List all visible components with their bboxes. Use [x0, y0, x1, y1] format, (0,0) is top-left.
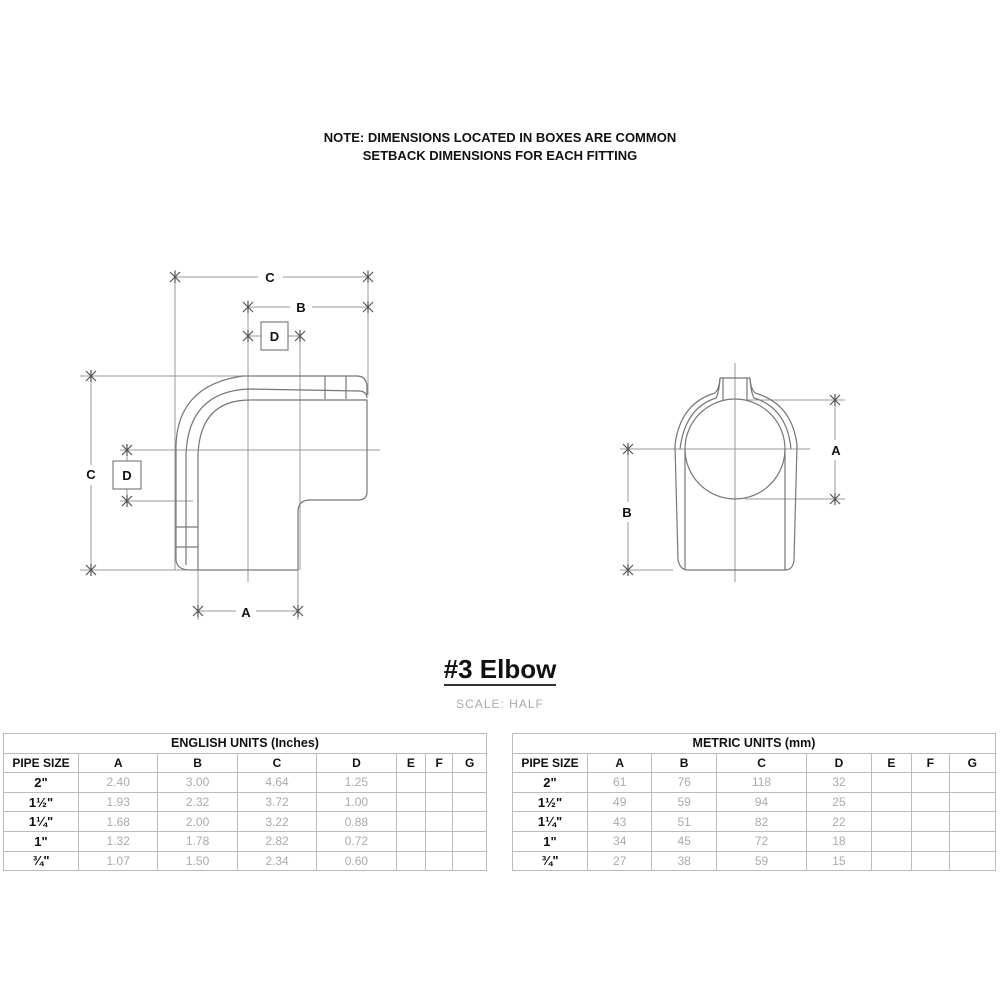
dim-cell-f [426, 792, 453, 812]
dim-cell-b: 38 [652, 851, 716, 871]
dim-cell-a: 43 [588, 812, 652, 832]
dim-label-d-left: D [122, 468, 132, 483]
dim-cell-e [871, 812, 911, 832]
dim-cell-e [871, 773, 911, 793]
dim-cell-a: 1.68 [79, 812, 158, 832]
dim-cell-b: 51 [652, 812, 716, 832]
pipe-size-cell: ¾" [4, 851, 79, 871]
dim-cell-f [912, 773, 949, 793]
dim-cell-a: 2.40 [79, 773, 158, 793]
elbow-side-outline [176, 376, 367, 570]
elbow-end-outline [675, 378, 797, 570]
dim-cell-c: 2.82 [237, 831, 316, 851]
table-row [4, 792, 487, 812]
pipe-size-cell: 1½" [4, 792, 79, 812]
table-row [513, 812, 996, 832]
dim-cell-d: 18 [807, 831, 871, 851]
dim-cell-a: 34 [588, 831, 652, 851]
table-row [513, 851, 996, 871]
dim-cell-c: 59 [716, 851, 806, 871]
dim-cell-f [912, 792, 949, 812]
col-header: PIPE SIZE [513, 753, 588, 773]
dim-label-a: A [241, 605, 251, 620]
col-header: E [396, 753, 425, 773]
table-row [513, 792, 996, 812]
dim-cell-d: 32 [807, 773, 871, 793]
pipe-size-cell: 1¼" [4, 812, 79, 832]
table-row [513, 773, 996, 793]
pipe-size-cell: ¾" [513, 851, 588, 871]
pipe-size-cell: 1½" [513, 792, 588, 812]
dim-cell-b: 1.78 [158, 831, 237, 851]
note-line-2: SETBACK DIMENSIONS FOR EACH FITTING [362, 148, 638, 163]
dim-cell-a: 1.07 [79, 851, 158, 871]
col-header: A [588, 753, 652, 773]
dim-cell-b: 45 [652, 831, 716, 851]
dim-cell-f [912, 851, 949, 871]
dim-cell-b: 3.00 [158, 773, 237, 793]
dim-cell-c: 82 [716, 812, 806, 832]
dim-cell-d: 1.00 [317, 792, 396, 812]
dim-cell-f [426, 831, 453, 851]
dim-cell-d: 25 [807, 792, 871, 812]
side-view [80, 270, 380, 620]
dim-cell-c: 118 [716, 773, 806, 793]
dim-label-a-end: A [831, 443, 841, 458]
dim-cell-d: 15 [807, 851, 871, 871]
dim-cell-g [453, 773, 487, 793]
table-header-row [513, 753, 996, 773]
dim-cell-d: 1.25 [317, 773, 396, 793]
dim-cell-g [949, 792, 995, 812]
dim-cell-e [871, 851, 911, 871]
dim-cell-e [396, 773, 425, 793]
dim-cell-f [912, 831, 949, 851]
dim-cell-e [871, 831, 911, 851]
pipe-size-cell: 1" [4, 831, 79, 851]
table-caption: METRIC UNITS (mm) [513, 734, 996, 754]
col-header: A [79, 753, 158, 773]
dim-label-c: C [265, 270, 275, 285]
dim-cell-f [426, 773, 453, 793]
dim-cell-e [871, 792, 911, 812]
note-line-1: NOTE: DIMENSIONS LOCATED IN BOXES ARE COMMON [323, 130, 677, 145]
col-header: B [652, 753, 716, 773]
dim-cell-g [453, 792, 487, 812]
col-header: D [807, 753, 871, 773]
col-header: E [871, 753, 911, 773]
table-row [4, 851, 487, 871]
dim-a-end [830, 394, 841, 505]
dim-cell-g [949, 773, 995, 793]
dim-cell-d: 22 [807, 812, 871, 832]
dim-cell-g [453, 831, 487, 851]
dim-d-top-box [243, 322, 305, 350]
pipe-size-cell: 1¼" [513, 812, 588, 832]
end-view [620, 363, 845, 582]
col-header: F [912, 753, 949, 773]
col-header: G [949, 753, 995, 773]
table-caption: ENGLISH UNITS (Inches) [4, 734, 487, 754]
dim-cell-a: 61 [588, 773, 652, 793]
dim-cell-c: 2.34 [237, 851, 316, 871]
dim-cell-g [949, 812, 995, 832]
dim-cell-a: 27 [588, 851, 652, 871]
col-header: PIPE SIZE [4, 753, 79, 773]
english-units-table [3, 733, 487, 871]
dim-label-d: D [269, 329, 280, 344]
dim-b-end [622, 443, 633, 576]
dim-cell-b: 2.32 [158, 792, 237, 812]
dim-d-left-box [113, 444, 141, 507]
dim-label-c-left: C [86, 467, 96, 482]
dim-cell-f [426, 812, 453, 832]
dim-cell-g [453, 851, 487, 871]
dim-cell-c: 3.72 [237, 792, 316, 812]
col-header: D [317, 753, 396, 773]
dim-c-top [170, 270, 373, 285]
table-row [4, 831, 487, 851]
dim-cell-d: 0.88 [317, 812, 396, 832]
col-header: F [426, 753, 453, 773]
dim-cell-b: 2.00 [158, 812, 237, 832]
dim-cell-a: 49 [588, 792, 652, 812]
dim-cell-c: 72 [716, 831, 806, 851]
drawing-title [0, 654, 1000, 684]
dim-cell-g [949, 831, 995, 851]
dim-a-bottom [193, 605, 303, 620]
col-header: C [237, 753, 316, 773]
metric-units-table [512, 733, 996, 871]
dim-cell-b: 59 [652, 792, 716, 812]
dim-cell-b: 1.50 [158, 851, 237, 871]
dim-cell-c: 3.22 [237, 812, 316, 832]
pipe-size-cell: 2" [4, 773, 79, 793]
dim-cell-g [453, 812, 487, 832]
dim-cell-d: 0.60 [317, 851, 396, 871]
dim-cell-d: 0.72 [317, 831, 396, 851]
dim-b-top [243, 300, 373, 315]
dim-c-left [86, 370, 96, 576]
dim-cell-e [396, 812, 425, 832]
col-header: B [158, 753, 237, 773]
drawing-scale: SCALE: HALF [456, 697, 544, 711]
dim-label-b: B [296, 300, 306, 315]
dim-cell-e [396, 792, 425, 812]
dim-cell-e [396, 851, 425, 871]
dim-cell-a: 1.93 [79, 792, 158, 812]
table-header-row [4, 753, 487, 773]
col-header: C [716, 753, 806, 773]
title-text: #3 Elbow [443, 654, 557, 684]
dim-cell-g [949, 851, 995, 871]
table-row [4, 812, 487, 832]
pipe-size-cell: 1" [513, 831, 588, 851]
table-row [4, 773, 487, 793]
table-row [513, 831, 996, 851]
dim-cell-c: 4.64 [237, 773, 316, 793]
col-header: G [453, 753, 487, 773]
dim-cell-a: 1.32 [79, 831, 158, 851]
dim-cell-e [396, 831, 425, 851]
pipe-size-cell: 2" [513, 773, 588, 793]
dim-cell-f [426, 851, 453, 871]
dim-cell-b: 76 [652, 773, 716, 793]
dim-cell-c: 94 [716, 792, 806, 812]
dim-cell-f [912, 812, 949, 832]
dim-label-b-end: B [622, 505, 632, 520]
